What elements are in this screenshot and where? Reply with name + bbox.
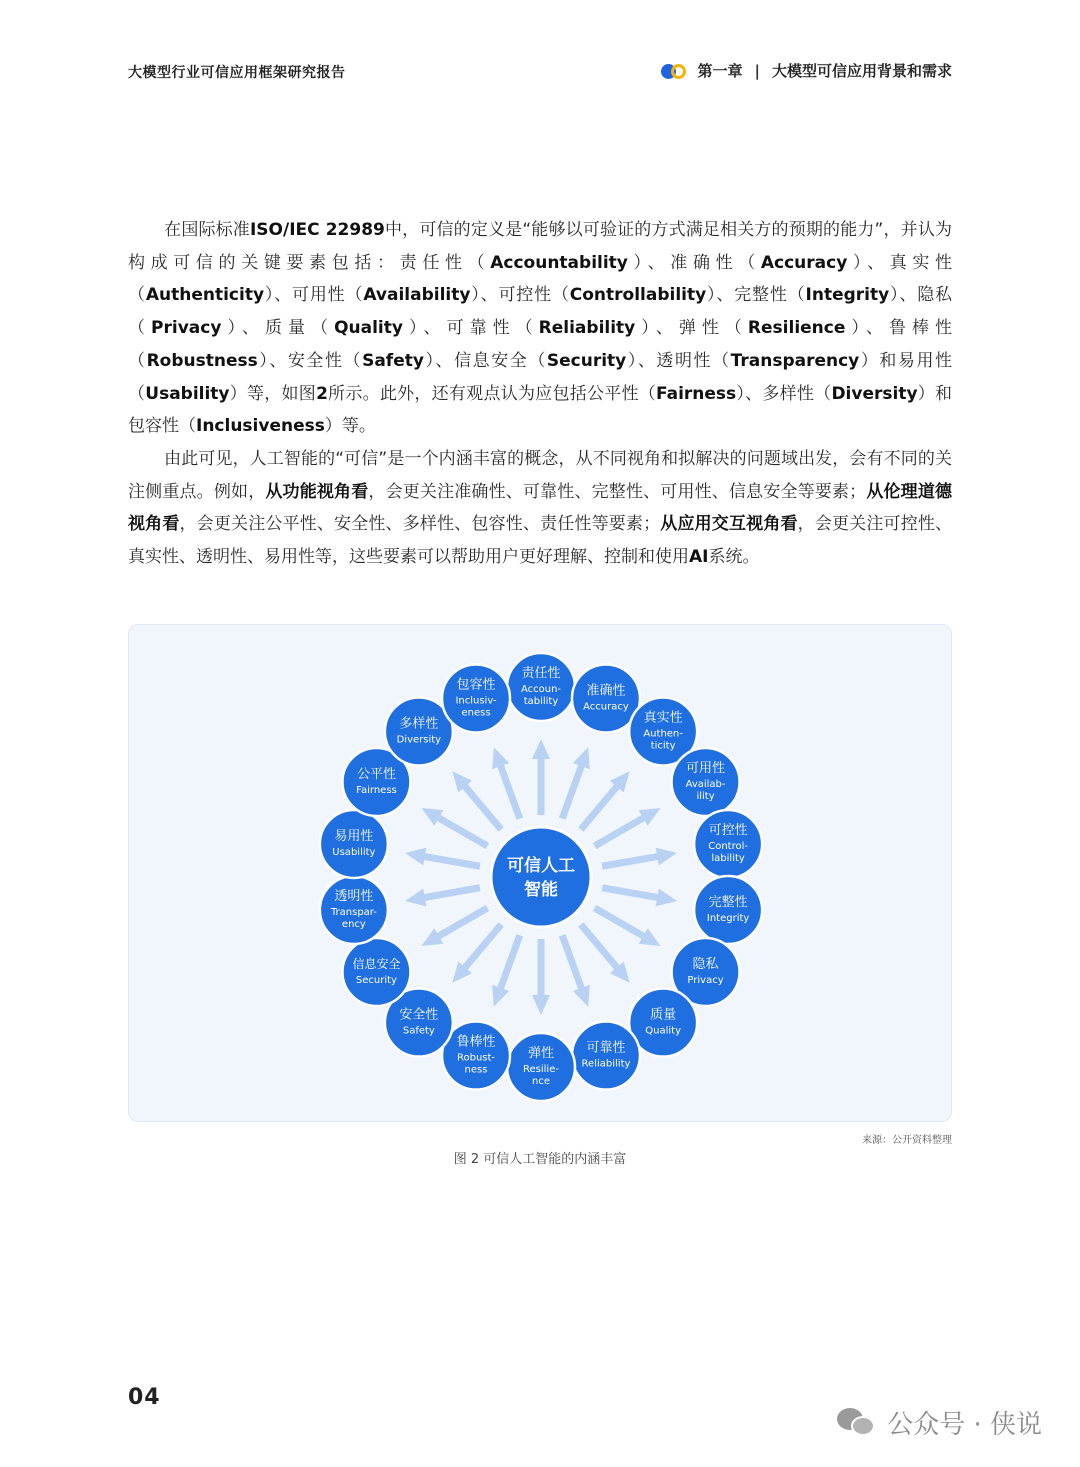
watermark-text: 公众号 · 侠说 [887,1410,1042,1440]
node-label-en: eness [461,707,491,719]
bold-term: AI [689,547,709,568]
bold-term: 从功能视角看 [265,481,369,502]
node-label-zh: 真实性 [643,710,683,726]
bold-term: Inclusiveness [196,416,325,437]
node-label-en: ticity [650,740,676,752]
arrow-5 [602,884,677,906]
text-run: ）、准确性（ [627,252,761,273]
bold-term: Quality [334,318,403,339]
text-run: ）、可靠性（ [402,318,539,339]
text-run: ）、鲁棒性（ [128,318,953,371]
node-label-zh: 公平性 [356,767,396,782]
node-9 [507,1033,575,1101]
bold-term: Diversity [831,383,918,404]
chapter-title: 大模型可信应用背景和需求 [771,62,952,80]
bold-term: Reliability [538,318,636,339]
node-label-en: Privacy [687,975,724,986]
trustworthy-ai-diagram [129,625,953,1123]
node-label-zh: 可靠性 [586,1040,626,1056]
text-run: ）、可控性（ [470,285,570,306]
node-label-zh: 鲁棒性 [456,1034,496,1050]
bold-term: Safety [362,350,424,371]
arrow-12 [422,905,490,946]
text-run: ）、隐私（ [128,285,953,339]
text-run: ）和包容性（ [128,383,953,437]
bold-term: ISO/IEC 22989 [249,220,385,240]
bold-term: Controllability [569,285,707,306]
arrow-4 [602,848,677,870]
text-run: ）、可用性（ [264,285,364,306]
node-3 [672,748,740,816]
bold-term: Security [546,350,627,371]
text-run: 由此可见，人工智能的“可信”是一个内涵丰富的概念，从不同视角和拟解决的问题域出发，会有不同的关注侧重点。例如， [128,449,952,502]
text-run: ）和易用性（ [128,350,953,404]
text-run: ）、完整性（ [706,285,806,306]
text-run: ，会更关注可控性、真实性、透明性、易用性等，这些要素可以帮助用户更好理解、控制和使用 [128,514,953,568]
node-8 [572,1022,640,1090]
text-run: ）、质量（ [221,318,335,339]
chapter-logo-icon [661,62,689,80]
text-run: ）、透明性（ [626,350,731,371]
node-label-en: Robust- [456,1052,496,1064]
arrow-8 [559,934,590,1007]
chapter-number: 第一章 [697,62,743,80]
node-label-zh: 透明性 [334,888,374,904]
text-run: ）等，如图 [229,383,317,404]
watermark [837,1404,1042,1441]
node-label-zh: 包容性 [456,677,496,693]
bold-term: Transparency [730,350,860,371]
text-run: ，会更关注公平性、安全性、多样性、包容性、责任性等要素； [179,514,661,535]
node-label-zh: 完整性 [708,894,748,910]
node-13 [320,876,388,944]
arrow-3 [593,808,661,849]
text-run: ）、弹性（ [635,318,748,339]
arrow-9 [532,939,550,1015]
node-label-zh: 质量 [650,1007,677,1023]
page-number: 04 [128,1385,161,1410]
node-label-en: Diversity [396,734,442,746]
node-label-en: Quality [645,1025,681,1037]
node-label-en: Reliability [581,1058,631,1070]
node-0 [507,653,575,721]
arrow-13 [405,884,480,906]
node-label-en: Authen- [643,728,683,740]
bold-term: Availability [363,285,471,306]
node-12 [342,938,410,1006]
node-label-en: Security [355,975,397,986]
bold-term: Resilience [747,318,846,339]
node-label-en: ility [696,791,715,802]
bold-term: Integrity [805,285,890,306]
node-label-en: nce [532,1076,550,1087]
arrow-17 [492,747,523,820]
figure-caption: 图 2 可信人工智能的内涵丰富 [453,1152,627,1167]
arrow-0 [532,739,550,815]
node-4 [694,810,762,878]
text-run: ）、多样性（ [736,383,832,404]
bold-term: Privacy [151,318,222,339]
bold-term: 从伦理道德视角看 [128,481,953,535]
node-label-zh: 隐私 [692,957,719,972]
bold-term: Robustness [146,350,258,371]
node-label-en: Control- [708,841,748,853]
chapter-header [661,60,952,81]
header-separator: | [754,61,760,80]
node-label-en: ency [341,918,366,930]
node-label-zh: 准确性 [586,683,626,699]
node-17 [442,664,510,732]
node-label-en: Fairness [356,785,397,796]
paragraph-definition [128,214,952,443]
node-label-en: Inclusiv- [455,695,497,707]
node-5 [694,876,762,944]
node-label-en: Usability [332,847,376,859]
report-title: 大模型行业可信应用框架研究报告 [128,65,346,81]
figure-source: 来源：公开资料整理 [862,1135,952,1146]
arrow-15 [422,808,490,849]
text-run: ）、真实性（ [128,252,953,306]
wechat-icon [837,1406,877,1440]
center-node [491,827,591,927]
bold-term: Fairness [655,383,737,404]
node-label-en: Transpar- [330,906,377,918]
node-14 [320,810,388,878]
node-label-zh: 安全性 [399,1007,439,1023]
text-run: ）、安全性（ [257,350,363,371]
node-label-zh: 弹性 [527,1046,555,1061]
arrow-11 [452,922,504,983]
node-label-zh: 可用性 [686,761,726,776]
bold-term: Accuracy [760,252,848,273]
center-label: 可信人工 [507,856,575,876]
paragraph-perspectives [128,443,952,574]
arrow-16 [452,771,504,832]
bold-term: 从应用交互视角看 [660,514,798,535]
text-run: 所示。此外，还有观点认为应包括公平性（ [327,383,656,404]
node-label-en: Accoun- [520,684,562,695]
center-label: 智能 [524,880,558,900]
arrow-10 [492,934,523,1007]
text-run: 在国际标准 [164,220,250,240]
node-label-en: Resilie- [523,1064,559,1075]
text-run: ）等。 [324,416,376,437]
node-label-en: Safety [402,1025,435,1037]
node-label-en: Integrity [706,912,750,924]
text-run: ）、信息安全（ [423,350,547,371]
text-run: 系统。 [708,547,760,568]
bold-term: Usability [145,383,230,404]
node-label-en: lability [711,853,745,865]
center-circle [491,827,591,927]
node-label-zh: 可控性 [708,823,748,839]
node-label-zh: 责任性 [521,666,561,681]
node-label-en: ness [464,1064,488,1076]
node-circle [342,938,410,1006]
arrow-2 [578,771,630,832]
node-label-en: Availab- [685,779,726,790]
node-label-en: Accuracy [583,701,629,713]
arrow-7 [578,922,630,983]
arrow-14 [405,848,480,870]
bold-term: Authenticity [145,285,265,306]
bold-term: 2 [316,383,328,404]
bold-term: Accountability [490,252,628,273]
node-label-en: tability [523,696,559,707]
arrow-1 [559,747,590,820]
arrow-6 [593,905,661,946]
text-run: 中，可信的定义是“能够以可验证的方式满足相关方的预期的能力”，并认为构成可信的关键要素包括：责任性（ [128,220,952,273]
figure-container [128,624,952,1122]
node-label-zh: 多样性 [399,716,439,732]
text-run: ，会更关注准确性、可靠性、完整性、可用性、信息安全等要素； [368,481,867,502]
node-label-zh: 易用性 [334,829,374,845]
node-label-zh: 信息安全 [352,957,401,971]
